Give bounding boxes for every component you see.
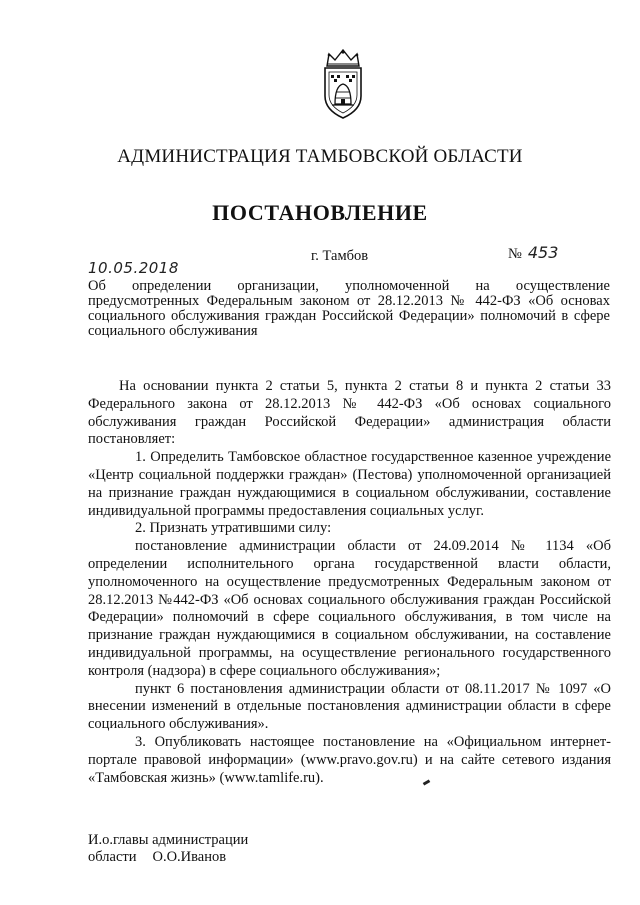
- document-subject: Об определении организации, уполномоченной на осуществление предусмотренных Федеральным законом от 28.12.2013 № 442-ФЗ «Об основах социального обслуживания граждан Российской Федерации» полномочий в сфере социального обслуживания: [88, 278, 610, 339]
- item-2-b-paragraph: пункт 6 постановления администрации области от 08.11.2017 № 1097 «О внесении изменений в отдельные постановления администрации области в сфере социального обслуживания».: [88, 680, 611, 733]
- document-number: 453: [527, 243, 559, 262]
- signatory-position-line1: И.о.главы администрации: [88, 832, 249, 848]
- item-3-paragraph: 3. Опубликовать настоящее постановление на «Официальном интернет-портале правовой информации» (www.pravo.gov.ru) и на сайте сетевого издания «Тамбовская жизнь» (www.tamlife.ru).: [88, 733, 611, 786]
- document-city: г. Тамбов: [311, 248, 369, 264]
- signatory-position-line2: области: [88, 849, 137, 865]
- item-1-paragraph: 1. Определить Тамбовское областное государственное казенное учреждение «Центр социальной поддержки граждан» (Пестова) уполномоченной организацией на признание граждан нуждающимися в социальном обслуживании, составление индивидуальной программы предоставления социальных услуг.: [88, 449, 611, 519]
- preamble-paragraph: На основании пункта 2 статьи 5, пункта 2 статьи 8 и пункта 2 статьи 33 Федерального закона от 28.12.2013 № 442-ФЗ «Об основах социального обслуживания граждан Российской Федерации» администрация области постановляет:: [88, 378, 611, 448]
- signatory-name: О.О.Иванов: [152, 849, 227, 865]
- coat-of-arms-icon: [317, 48, 369, 120]
- organization-title: АДМИНИСТРАЦИЯ ТАМБОВСКОЙ ОБЛАСТИ: [117, 146, 523, 167]
- document-number-block: [508, 243, 558, 263]
- document-number-label: №: [508, 246, 522, 262]
- signature-block: [88, 832, 248, 866]
- item-2-a-paragraph: постановление администрации области от 24.09.2014 № 1134 «Об определении исполнительного органа государственной власти области, уполномоченного на осуществление предусмотренных Федеральным законом от 28.12.2013 №442-ФЗ «Об основах социального обслуживания граждан Российской Федерации» полномочий в сфере социального обслуживания, в том числе на признание граждан нуждающимися в социальном обслуживании, на составление индивидуальной программы, на осуществление регионального государственного контроля (надзора) в сфере социального обслуживания»;: [88, 538, 611, 679]
- item-2-paragraph: 2. Признать утратившими силу:: [135, 520, 332, 537]
- document-date: 10.05.2018: [88, 259, 179, 277]
- document-body: [88, 378, 611, 787]
- document-type-title: ПОСТАНОВЛЕНИЕ: [212, 200, 428, 225]
